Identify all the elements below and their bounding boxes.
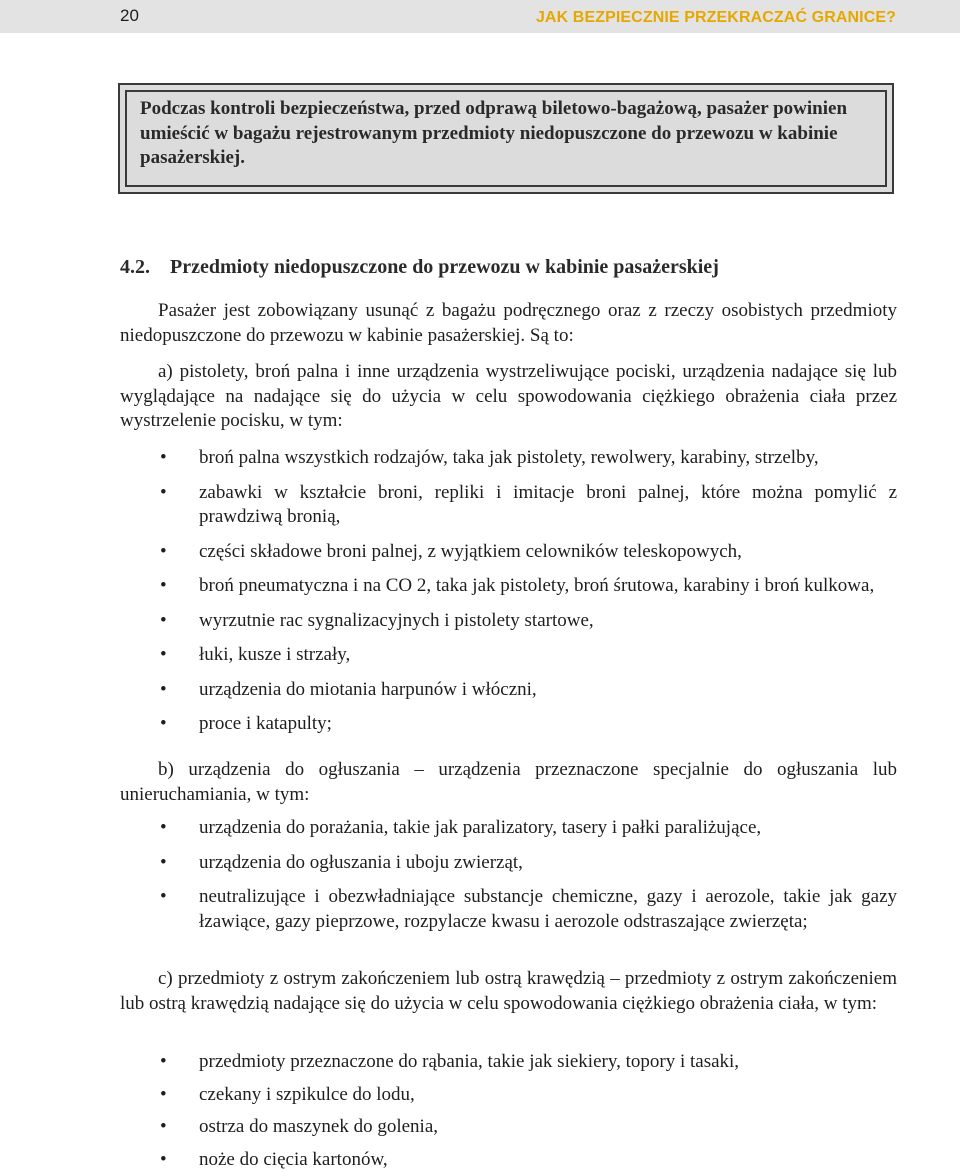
list-item [120, 643, 897, 668]
list-item [120, 712, 897, 737]
bullet-icon: • [160, 713, 167, 734]
list-item [120, 1050, 897, 1075]
notice-text: Podczas kontroli bezpieczeństwa, przed odprawą biletowo-bagażową, pasażer powinien umieścić w bagażu rejestrowanym przedmioty niedopuszczone do przewozu w kabinie pasażerskiej. [140, 98, 848, 168]
list-item [120, 540, 897, 565]
list-item [120, 851, 897, 876]
notice-box [118, 83, 894, 194]
intro-paragraph: Pasażer jest zobowiązany usunąć z bagażu podręcznego oraz z rzeczy osobistych przedmioty niedopuszczone do przewozu w kabinie pasażerskiej. Są to: [120, 300, 897, 346]
list-item [120, 481, 897, 530]
category-b-list [120, 816, 897, 934]
bullet-icon: • [160, 1116, 167, 1137]
list-item [120, 816, 897, 841]
list-item-text: broń palna wszystkich rodzajów, taka jak pistolety, rewolwery, karabiny, strzelby, [199, 447, 819, 468]
category-c-text: c) przedmioty z ostrym zakończeniem lub ostrą krawędzią – przedmioty z ostrym zakończeniem lub ostrą krawędzią nadające się do użycia w celu spowodowania ciężkiego obrażenia ciała, w tym: [120, 968, 897, 1014]
list-item-text: urządzenia do miotania harpunów i włóczni, [199, 678, 537, 700]
category-b-text: b) urządzenia do ogłuszania – urządzenia przeznaczone specjalnie do ogłuszania lub unieruchamiania, w tym: [120, 759, 897, 805]
bullet-icon: • [160, 575, 167, 596]
section-title: Przedmioty niedopuszczone do przewozu w kabinie pasażerskiej [170, 256, 719, 278]
bullet-icon: • [160, 851, 167, 873]
bullet-icon: • [160, 447, 167, 468]
list-item-text: noże do cięcia kartonów, [199, 1148, 388, 1170]
running-title: JAK BEZPIECZNIE PRZEKRACZAĆ GRANICE? [535, 9, 896, 26]
bullet-icon: • [160, 886, 167, 907]
list-item-text: urządzenia do porażania, takie jak paralizatory, tasery i pałki paraliżujące, [199, 817, 762, 838]
list-item [120, 1148, 897, 1172]
bullet-icon: • [160, 540, 167, 562]
list-item-text: urządzenia do ogłuszania i uboju zwierząt, [199, 851, 523, 873]
list-item [120, 1083, 897, 1108]
list-item [120, 1115, 897, 1140]
list-item [120, 574, 897, 599]
category-a-text: a) pistolety, broń palna i inne urządzenia wystrzeliwujące pociski, urządzenia nadające się lub wyglądające na nadające się do użycia w celu spowodowania ciężkiego obrażenia ciała przez wystrzelenie pocisku, w tym: [120, 361, 897, 431]
section-number: 4.2. [120, 256, 150, 278]
list-item-text: przedmioty przeznaczone do rąbania, takie jak siekiery, topory i tasaki, [199, 1051, 740, 1072]
list-item-text: proce i katapulty; [199, 713, 332, 734]
list-item [120, 678, 897, 703]
bullet-icon: • [160, 609, 167, 631]
list-item-text: broń pneumatyczna i na CO 2, taka jak pistolety, broń śrutowa, karabiny i broń kulkowa, [199, 575, 875, 596]
category-a-list [120, 446, 897, 737]
bullet-icon: • [160, 678, 167, 700]
bullet-icon: • [160, 1051, 167, 1072]
bullet-icon: • [160, 817, 167, 838]
category-c-list [120, 1050, 897, 1172]
bullet-icon: • [160, 1148, 167, 1170]
list-item [120, 446, 897, 471]
bullet-icon: • [160, 644, 167, 665]
page-header [0, 0, 960, 33]
list-item-text: części składowe broni palnej, z wyjątkiem celowników teleskopowych, [199, 540, 742, 562]
list-item-text: wyrzutnie rac sygnalizacyjnych i pistolety startowe, [199, 609, 594, 631]
list-item-text: czekany i szpikulce do lodu, [199, 1083, 415, 1105]
list-item-text: zabawki w kształcie broni, repliki i imitacje broni palnej, które można pomylić z prawdziwą bronią, [199, 481, 897, 527]
list-item [120, 609, 897, 634]
bullet-icon: • [160, 1083, 167, 1105]
list-item [120, 885, 897, 934]
page-number: 20 [120, 6, 139, 25]
bullet-icon: • [160, 481, 167, 503]
list-item-text: łuki, kusze i strzały, [199, 644, 351, 665]
section-heading [120, 256, 719, 279]
list-item-text: neutralizujące i obezwładniające substancje chemiczne, gazy i aerozole, takie jak gazy łzawiące, gazy pieprzowe, rozpylacze kwasu i aerozole odstraszające zwierzęta; [199, 886, 897, 932]
list-item-text: ostrza do maszynek do golenia, [199, 1116, 439, 1137]
